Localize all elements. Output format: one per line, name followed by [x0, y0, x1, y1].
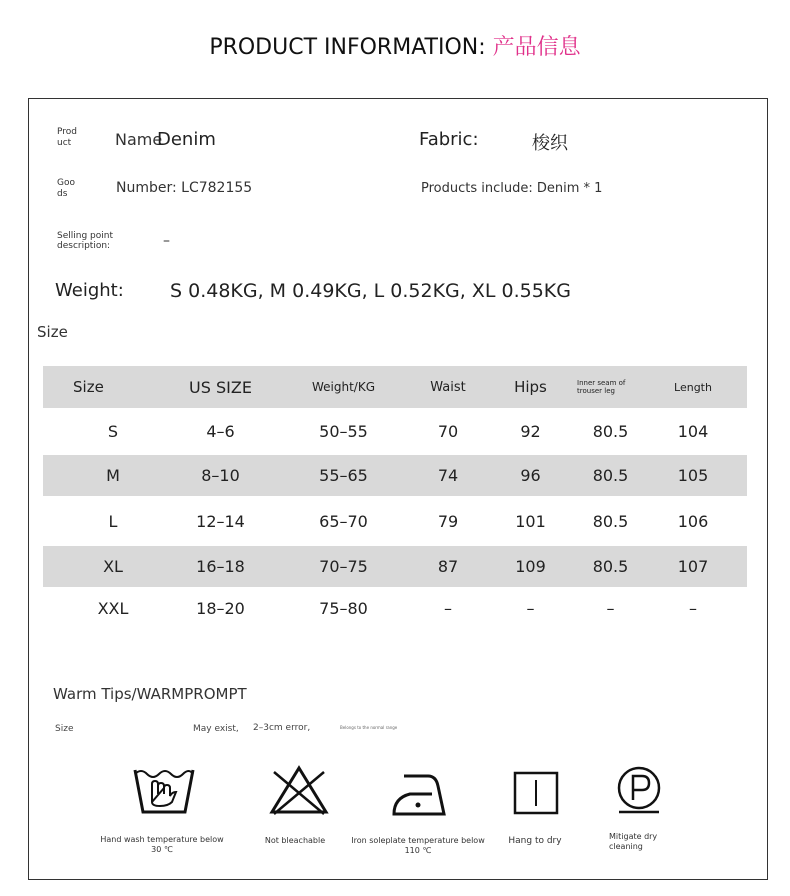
- name-label: Name: [115, 130, 163, 149]
- iron-icon: [390, 772, 448, 818]
- table-row: [43, 408, 747, 454]
- product-label: Prod uct: [57, 127, 77, 148]
- selling-point-value: –: [163, 233, 170, 249]
- cell-waist: 87: [437, 557, 459, 576]
- header-length: Length: [674, 380, 712, 394]
- cell-weight: 70–75: [319, 557, 368, 576]
- cell-hips: –: [526, 598, 535, 618]
- cell-weight: 55–65: [319, 466, 368, 485]
- cell-inner-seam: 80.5: [592, 466, 629, 485]
- cell-inner-seam: –: [606, 598, 615, 618]
- no-bleach-icon: [268, 764, 330, 816]
- dry-clean-label: Mitigate dry cleaning: [609, 832, 658, 851]
- size-heading: Size: [37, 323, 68, 341]
- cell-weight: 65–70: [319, 511, 368, 531]
- title-en: PRODUCT INFORMATION:: [209, 35, 493, 60]
- cell-hips: 109: [515, 557, 546, 576]
- tips-error: 2–3cm error,: [253, 723, 311, 733]
- cell-waist: –: [444, 598, 452, 618]
- cell-length: 106: [677, 511, 709, 531]
- warm-tips-heading: Warm Tips/WARMPROMPT: [53, 685, 247, 703]
- cell-hips: 101: [515, 511, 546, 531]
- cell-us-size: 8–10: [201, 466, 240, 485]
- header-inner-seam: Inner seam of trouser leg: [577, 379, 626, 395]
- table-row: [43, 455, 747, 496]
- cell-size: XXL: [97, 598, 129, 618]
- table-row: [43, 587, 747, 629]
- cell-size: M: [106, 466, 120, 485]
- header-size: Size: [73, 378, 104, 396]
- cell-length: 107: [677, 557, 709, 576]
- cell-us-size: 4–6: [206, 421, 235, 441]
- table-header-row: [43, 366, 747, 408]
- name-value: Denim: [157, 129, 216, 150]
- cell-waist: 70: [437, 421, 459, 441]
- products-include: Products include: Denim * 1: [421, 181, 603, 196]
- goods-label: Goo ds: [57, 178, 75, 199]
- cell-us-size: 18–20: [196, 598, 245, 618]
- cell-waist: 79: [437, 511, 459, 531]
- hand-wash-icon: [132, 766, 196, 818]
- cell-us-size: 12–14: [196, 511, 245, 531]
- selling-point-label: Selling point description:: [57, 231, 113, 251]
- cell-inner-seam: 80.5: [592, 511, 629, 531]
- dry-clean-icon: [616, 766, 662, 814]
- hang-dry-icon: [513, 771, 559, 815]
- title-cn: 产品信息: [492, 35, 581, 60]
- tips-normal-range: Belongs to the normal range: [340, 725, 398, 730]
- hang-dry-label: Hang to dry: [508, 836, 562, 846]
- cell-inner-seam: 80.5: [592, 557, 629, 576]
- cell-weight: 50–55: [319, 421, 368, 441]
- weight-value: S 0.48KG, M 0.49KG, L 0.52KG, XL 0.55KG: [170, 280, 571, 302]
- fabric-label: Fabric:: [419, 129, 479, 150]
- cell-length: 105: [677, 466, 709, 485]
- cell-us-size: 16–18: [196, 557, 245, 576]
- table-row: [43, 496, 747, 546]
- cell-weight: 75–80: [319, 598, 368, 618]
- cell-inner-seam: 80.5: [592, 421, 629, 441]
- tips-may-exist: May exist,: [193, 724, 239, 734]
- iron-label: Iron soleplate temperature below 110 ℃: [351, 836, 485, 855]
- header-waist: Waist: [430, 379, 466, 395]
- page-title: [0, 30, 790, 61]
- cell-size: S: [107, 421, 119, 441]
- cell-size: XL: [103, 557, 123, 576]
- weight-label: Weight:: [55, 280, 124, 301]
- table-row: [43, 546, 747, 587]
- hand-wash-label: Hand wash temperature below 30 ℃: [100, 835, 224, 854]
- cell-length: –: [689, 598, 697, 618]
- number-label: Number: LC782155: [116, 180, 253, 196]
- size-table: [43, 366, 747, 629]
- header-us-size: US SIZE: [189, 377, 252, 397]
- cell-size: L: [108, 511, 118, 531]
- header-hips: Hips: [514, 378, 547, 396]
- fabric-value: 梭织: [532, 133, 568, 154]
- no-bleach-label: Not bleachable: [264, 836, 326, 845]
- cell-waist: 74: [437, 466, 459, 485]
- cell-hips: 92: [520, 421, 541, 441]
- cell-length: 104: [677, 421, 709, 441]
- tips-size: Size: [55, 724, 74, 734]
- header-weight: Weight/KG: [311, 380, 376, 394]
- cell-hips: 96: [520, 466, 541, 485]
